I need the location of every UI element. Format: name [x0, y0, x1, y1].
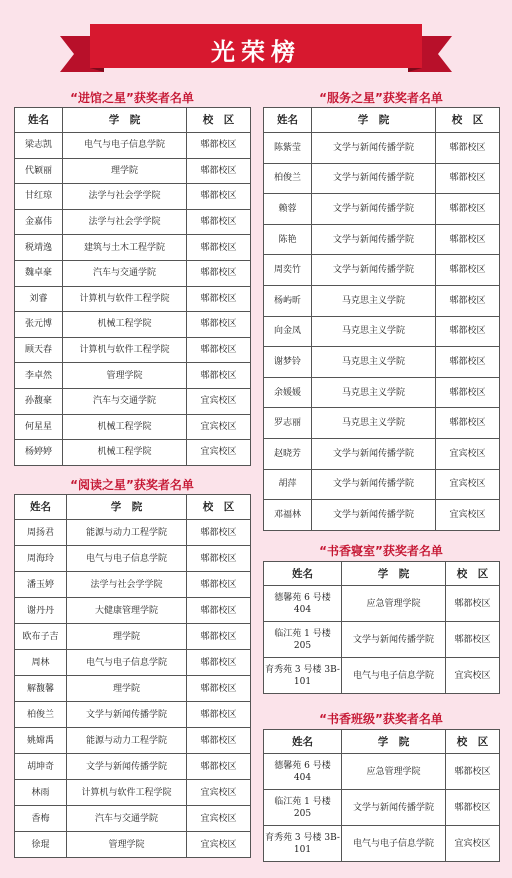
cell-college: 理学院: [67, 624, 187, 650]
cell-campus: 郫都校区: [446, 790, 500, 826]
table-row: [264, 255, 500, 286]
cell-campus: 郫都校区: [187, 209, 251, 235]
page-title: 光荣榜: [211, 38, 301, 66]
cell-name: 潘玉婷: [15, 572, 67, 598]
cell-college: 管理学院: [67, 832, 187, 858]
table-row: [264, 438, 500, 469]
cell-name: 梁志凯: [15, 133, 63, 159]
cell-college: 管理学院: [63, 363, 187, 389]
cell-college: 文学与新闻传播学院: [312, 133, 436, 164]
table-header-row: [15, 108, 251, 133]
cell-college: 汽车与交通学院: [63, 260, 187, 286]
cell-name: 姚嫦禹: [15, 728, 67, 754]
cell-campus: 郫都校区: [187, 624, 251, 650]
cell-campus: 郫都校区: [187, 235, 251, 261]
section-title-fuwu: “服务之星”获奖者名单: [319, 91, 443, 105]
header-college: 学 院: [67, 495, 187, 520]
cell-name: 周扬君: [15, 520, 67, 546]
cell-campus: 郫都校区: [436, 163, 500, 194]
cell-campus: 宜宾校区: [187, 414, 251, 440]
cell-campus: 宜宾校区: [446, 826, 500, 862]
cell-campus: 郫都校区: [187, 754, 251, 780]
section-title-jinguan: “进馆之星”获奖者名单: [70, 91, 194, 105]
table-fuwu: [263, 107, 500, 531]
table-row: [15, 520, 251, 546]
table-row: [264, 586, 500, 622]
cell-college: 马克思主义学院: [312, 316, 436, 347]
header-college: 学 院: [312, 108, 436, 133]
cell-name: 杨婷婷: [15, 440, 63, 466]
cell-campus: 郫都校区: [187, 676, 251, 702]
table-row: [15, 806, 251, 832]
cell-campus: 宜宾校区: [187, 388, 251, 414]
cell-campus: 郫都校区: [187, 133, 251, 159]
header-campus: 校 区: [436, 108, 500, 133]
table-row: [15, 312, 251, 338]
header-name: 姓名: [15, 108, 63, 133]
table-row: [15, 624, 251, 650]
cell-name: 张元博: [15, 312, 63, 338]
cell-name: 顾天春: [15, 337, 63, 363]
table-row: [15, 133, 251, 159]
cell-name: 谢梦铃: [264, 347, 312, 378]
cell-name: 解馥馨: [15, 676, 67, 702]
table-row: [15, 209, 251, 235]
cell-campus: 郫都校区: [436, 377, 500, 408]
table-header-row: [264, 730, 500, 754]
cell-college: 理学院: [63, 158, 187, 184]
cell-campus: 郫都校区: [187, 520, 251, 546]
cell-college: 文学与新闻传播学院: [67, 702, 187, 728]
cell-college: 马克思主义学院: [312, 347, 436, 378]
table-row: [15, 546, 251, 572]
cell-college: 机械工程学院: [63, 440, 187, 466]
table-row: [15, 650, 251, 676]
cell-name: 甘红琼: [15, 184, 63, 210]
cell-name: 谢丹丹: [15, 598, 67, 624]
cell-name: 杨屿昕: [264, 285, 312, 316]
header-name: 姓名: [264, 562, 342, 586]
table-row: [15, 235, 251, 261]
cell-campus: 宜宾校区: [436, 438, 500, 469]
table-row: [15, 780, 251, 806]
cell-name: 孙馥豪: [15, 388, 63, 414]
cell-campus: 郫都校区: [187, 337, 251, 363]
table-row: [264, 377, 500, 408]
cell-campus: 郫都校区: [187, 260, 251, 286]
table-row: [15, 598, 251, 624]
table-row: [264, 622, 500, 658]
table-row: [15, 754, 251, 780]
cell-campus: 郫都校区: [436, 133, 500, 164]
table-row: [15, 260, 251, 286]
table-row: [264, 194, 500, 225]
cell-campus: 郫都校区: [436, 194, 500, 225]
cell-campus: 郫都校区: [187, 650, 251, 676]
cell-college: 文学与新闻传播学院: [312, 438, 436, 469]
cell-campus: 宜宾校区: [187, 806, 251, 832]
cell-campus: 郫都校区: [187, 158, 251, 184]
cell-college: 电气与电子信息学院: [67, 650, 187, 676]
cell-campus: 郫都校区: [446, 586, 500, 622]
cell-college: 建筑与土木工程学院: [63, 235, 187, 261]
cell-campus: 郫都校区: [187, 363, 251, 389]
cell-college: 计算机与软件工程学院: [67, 780, 187, 806]
cell-name: 代颖丽: [15, 158, 63, 184]
cell-college: 机械工程学院: [63, 414, 187, 440]
section-title-yuedu: “阅读之星”获奖者名单: [70, 478, 194, 492]
table-row: [15, 440, 251, 466]
cell-campus: 郫都校区: [187, 184, 251, 210]
cell-college: 应急管理学院: [342, 754, 446, 790]
cell-campus: 宜宾校区: [436, 469, 500, 500]
table-row: [264, 754, 500, 790]
cell-college: 能源与动力工程学院: [67, 520, 187, 546]
table-row: [15, 676, 251, 702]
section-title-qinshi: “书香寝室”获奖者名单: [319, 544, 443, 558]
table-row: [264, 790, 500, 826]
cell-name: 胡萍: [264, 469, 312, 500]
cell-name: 临江苑 1 号楼 205: [264, 622, 342, 658]
table-row: [15, 388, 251, 414]
cell-college: 计算机与软件工程学院: [63, 337, 187, 363]
banner: [60, 18, 452, 78]
cell-campus: 郫都校区: [446, 622, 500, 658]
table-row: [15, 363, 251, 389]
cell-name: 周林: [15, 650, 67, 676]
cell-college: 文学与新闻传播学院: [342, 622, 446, 658]
table-row: [15, 572, 251, 598]
table-row: [15, 414, 251, 440]
cell-college: 电气与电子信息学院: [342, 826, 446, 862]
cell-college: 马克思主义学院: [312, 377, 436, 408]
cell-name: 余媛媛: [264, 377, 312, 408]
cell-campus: 郫都校区: [187, 286, 251, 312]
cell-college: 电气与电子信息学院: [342, 658, 446, 694]
table-row: [15, 337, 251, 363]
table-row: [264, 408, 500, 439]
cell-college: 电气与电子信息学院: [67, 546, 187, 572]
section-title-banji: “书香班级”获奖者名单: [319, 712, 443, 726]
header-college: 学 院: [342, 730, 446, 754]
table-row: [264, 316, 500, 347]
cell-college: 汽车与交通学院: [63, 388, 187, 414]
table-row: [15, 728, 251, 754]
cell-campus: 宜宾校区: [187, 780, 251, 806]
header-name: 姓名: [264, 108, 312, 133]
table-row: [264, 658, 500, 694]
table-header-row: [15, 495, 251, 520]
table-row: [264, 285, 500, 316]
table-row: [15, 158, 251, 184]
cell-campus: 宜宾校区: [187, 440, 251, 466]
table-row: [15, 286, 251, 312]
cell-campus: 宜宾校区: [436, 500, 500, 531]
header-name: 姓名: [264, 730, 342, 754]
cell-name: 罗志丽: [264, 408, 312, 439]
cell-name: 邓福林: [264, 500, 312, 531]
table-qinshi: [263, 561, 500, 694]
cell-college: 法学与社会学学院: [67, 572, 187, 598]
cell-name: 向金凤: [264, 316, 312, 347]
table-row: [264, 347, 500, 378]
cell-college: 电气与电子信息学院: [63, 133, 187, 159]
cell-name: 周海玲: [15, 546, 67, 572]
cell-campus: 郫都校区: [187, 546, 251, 572]
table-header-row: [264, 562, 500, 586]
cell-college: 文学与新闻传播学院: [312, 224, 436, 255]
cell-name: 德馨苑 6 号楼 404: [264, 754, 342, 790]
cell-name: 周奕竹: [264, 255, 312, 286]
cell-name: 育秀苑 3 号楼 3B-101: [264, 826, 342, 862]
table-banji: [263, 729, 500, 862]
cell-name: 刘睿: [15, 286, 63, 312]
table-row: [15, 832, 251, 858]
cell-campus: 郫都校区: [436, 347, 500, 378]
cell-campus: 宜宾校区: [187, 832, 251, 858]
table-yuedu: [14, 494, 251, 858]
header-college: 学 院: [63, 108, 187, 133]
cell-college: 文学与新闻传播学院: [342, 790, 446, 826]
cell-campus: 郫都校区: [436, 408, 500, 439]
cell-name: 徐琨: [15, 832, 67, 858]
header-name: 姓名: [15, 495, 67, 520]
cell-name: 欧布子吉: [15, 624, 67, 650]
cell-campus: 郫都校区: [187, 702, 251, 728]
cell-name: 陈艳: [264, 224, 312, 255]
header-campus: 校 区: [446, 730, 500, 754]
cell-campus: 郫都校区: [436, 224, 500, 255]
cell-college: 法学与社会学学院: [63, 209, 187, 235]
table-row: [264, 163, 500, 194]
cell-campus: 郫都校区: [187, 598, 251, 624]
cell-college: 大健康管理学院: [67, 598, 187, 624]
header-campus: 校 区: [446, 562, 500, 586]
table-jinguan: [14, 107, 251, 466]
cell-name: 香梅: [15, 806, 67, 832]
cell-college: 理学院: [67, 676, 187, 702]
cell-name: 德馨苑 6 号楼 404: [264, 586, 342, 622]
cell-name: 柏俊兰: [15, 702, 67, 728]
cell-college: 能源与动力工程学院: [67, 728, 187, 754]
cell-college: 文学与新闻传播学院: [312, 163, 436, 194]
cell-college: 马克思主义学院: [312, 408, 436, 439]
table-row: [15, 702, 251, 728]
cell-campus: 宜宾校区: [446, 658, 500, 694]
cell-campus: 郫都校区: [436, 285, 500, 316]
cell-name: 林雨: [15, 780, 67, 806]
table-header-row: [264, 108, 500, 133]
cell-campus: 郫都校区: [187, 728, 251, 754]
cell-college: 文学与新闻传播学院: [312, 469, 436, 500]
cell-campus: 郫都校区: [187, 312, 251, 338]
cell-name: 育秀苑 3 号楼 3B-101: [264, 658, 342, 694]
header-college: 学 院: [342, 562, 446, 586]
cell-college: 文学与新闻传播学院: [312, 194, 436, 225]
table-row: [264, 826, 500, 862]
header-campus: 校 区: [187, 495, 251, 520]
cell-college: 马克思主义学院: [312, 285, 436, 316]
cell-name: 魏卓豪: [15, 260, 63, 286]
cell-college: 文学与新闻传播学院: [67, 754, 187, 780]
cell-name: 李卓然: [15, 363, 63, 389]
cell-name: 税靖逸: [15, 235, 63, 261]
table-row: [264, 224, 500, 255]
cell-campus: 郫都校区: [187, 572, 251, 598]
cell-name: 柏俊兰: [264, 163, 312, 194]
cell-name: 赖蓉: [264, 194, 312, 225]
cell-campus: 郫都校区: [446, 754, 500, 790]
table-row: [15, 184, 251, 210]
cell-name: 胡坤奇: [15, 754, 67, 780]
cell-college: 计算机与软件工程学院: [63, 286, 187, 312]
cell-name: 何星星: [15, 414, 63, 440]
cell-college: 文学与新闻传播学院: [312, 255, 436, 286]
header-campus: 校 区: [187, 108, 251, 133]
cell-college: 文学与新闻传播学院: [312, 500, 436, 531]
cell-name: 临江苑 1 号楼 205: [264, 790, 342, 826]
cell-college: 法学与社会学学院: [63, 184, 187, 210]
cell-name: 陈紫莹: [264, 133, 312, 164]
cell-name: 金嘉伟: [15, 209, 63, 235]
cell-college: 机械工程学院: [63, 312, 187, 338]
table-row: [264, 500, 500, 531]
cell-campus: 郫都校区: [436, 316, 500, 347]
table-row: [264, 469, 500, 500]
cell-college: 应急管理学院: [342, 586, 446, 622]
cell-name: 赵晓芳: [264, 438, 312, 469]
cell-campus: 郫都校区: [436, 255, 500, 286]
table-row: [264, 133, 500, 164]
cell-college: 汽车与交通学院: [67, 806, 187, 832]
